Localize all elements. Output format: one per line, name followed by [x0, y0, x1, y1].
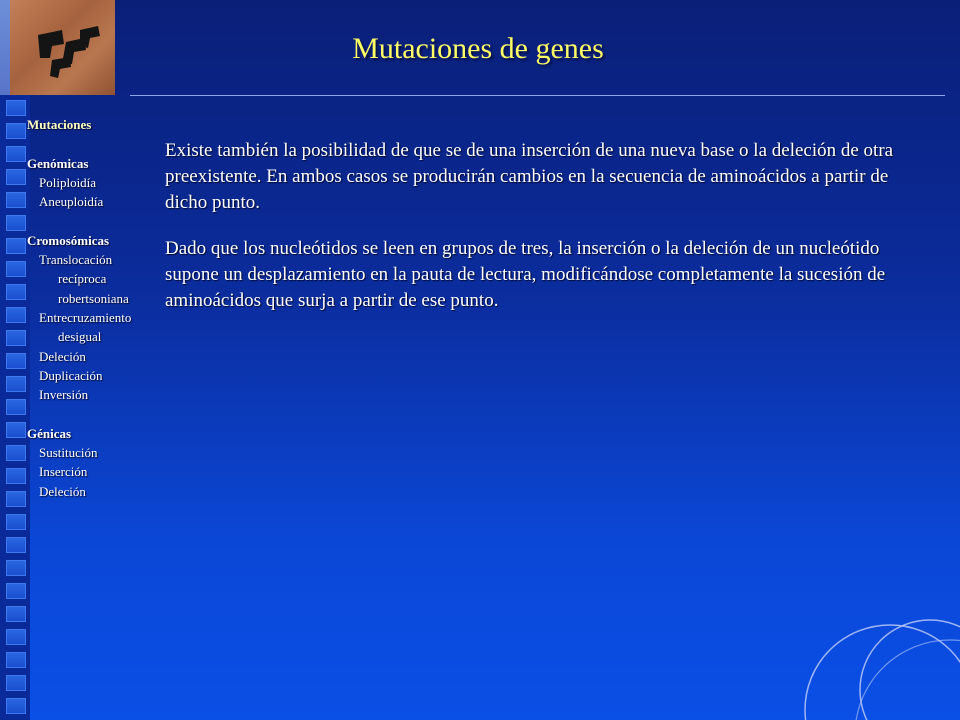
deco-square — [6, 560, 26, 576]
sidebar-decoration-strip — [0, 95, 30, 720]
deco-square — [6, 445, 26, 461]
deco-square — [6, 399, 26, 415]
deco-square — [6, 491, 26, 507]
nav-item-inversion[interactable]: Inversión — [39, 387, 89, 403]
page-title: Mutaciones de genes — [352, 32, 604, 65]
deco-square — [6, 583, 26, 599]
deco-square — [6, 261, 26, 277]
deco-square — [6, 215, 26, 231]
deco-square — [6, 514, 26, 530]
nav-item-desigual[interactable]: desigual — [58, 329, 102, 345]
nav-item-insercion[interactable]: Inserción — [39, 464, 88, 480]
deco-square — [6, 468, 26, 484]
deco-square — [6, 629, 26, 645]
deco-square — [6, 192, 26, 208]
sidebar-nav — [27, 115, 131, 501]
deco-square — [6, 123, 26, 139]
nav-item-poliploidia[interactable]: Poliploidía — [39, 174, 97, 190]
deco-square — [6, 652, 26, 668]
deco-square — [6, 422, 26, 438]
deco-square — [6, 376, 26, 392]
deco-square — [6, 284, 26, 300]
deco-square — [6, 169, 26, 185]
logo-emblem-icon — [0, 0, 115, 95]
deco-square — [6, 537, 26, 553]
nav-item-delecion-genica[interactable]: Deleción — [39, 483, 86, 499]
nav-item-robertsoniana[interactable]: robertsoniana — [58, 290, 129, 306]
title-divider — [130, 95, 945, 96]
nav-item-aneuploidia[interactable]: Aneuploidía — [39, 194, 104, 210]
nav-item-delecion-cromosomica[interactable]: Deleción — [39, 348, 86, 364]
nav-item-sustitucion[interactable]: Sustitución — [39, 445, 98, 461]
nav-item-reciproca[interactable]: recíproca — [58, 271, 107, 287]
deco-square — [6, 238, 26, 254]
decorative-circles — [760, 560, 960, 720]
nav-item-mutaciones[interactable]: Mutaciones — [27, 117, 92, 132]
deco-square — [6, 698, 26, 714]
nav-spacer — [27, 211, 131, 230]
deco-square — [6, 353, 26, 369]
nav-spacer — [27, 404, 131, 423]
nav-item-translocacion[interactable]: Translocación — [39, 252, 113, 268]
content-paragraph: Existe también la posibilidad de que se de una inserción de una nueva base o la deleción de otra preexistente. En ambos casos se producirán cambios en la secuencia de aminoácidos a partir de dicho punto. — [165, 140, 894, 213]
nav-item-genomicas[interactable]: Genómicas — [27, 155, 89, 171]
slide-content — [165, 138, 930, 334]
deco-square — [6, 146, 26, 162]
nav-item-cromosomicas[interactable]: Cromosómicas — [27, 232, 110, 248]
content-paragraph: Dado que los nucleótidos se leen en grupos de tres, la inserción o la deleción de un nucleótido supone un desplazamiento en la pauta de lectura, modificándose completamente la sucesión de aminoácidos que surja a partir de ese punto. — [165, 238, 886, 311]
deco-square — [6, 330, 26, 346]
university-logo — [0, 0, 115, 95]
deco-square — [6, 100, 26, 116]
nav-item-entrecruzamiento[interactable]: Entrecruzamiento — [39, 309, 132, 325]
deco-square — [6, 307, 26, 323]
nav-item-genicas[interactable]: Génicas — [27, 425, 72, 441]
nav-item-duplicacion[interactable]: Duplicación — [39, 367, 103, 383]
nav-spacer — [27, 134, 131, 153]
deco-square — [6, 675, 26, 691]
deco-square — [6, 606, 26, 622]
